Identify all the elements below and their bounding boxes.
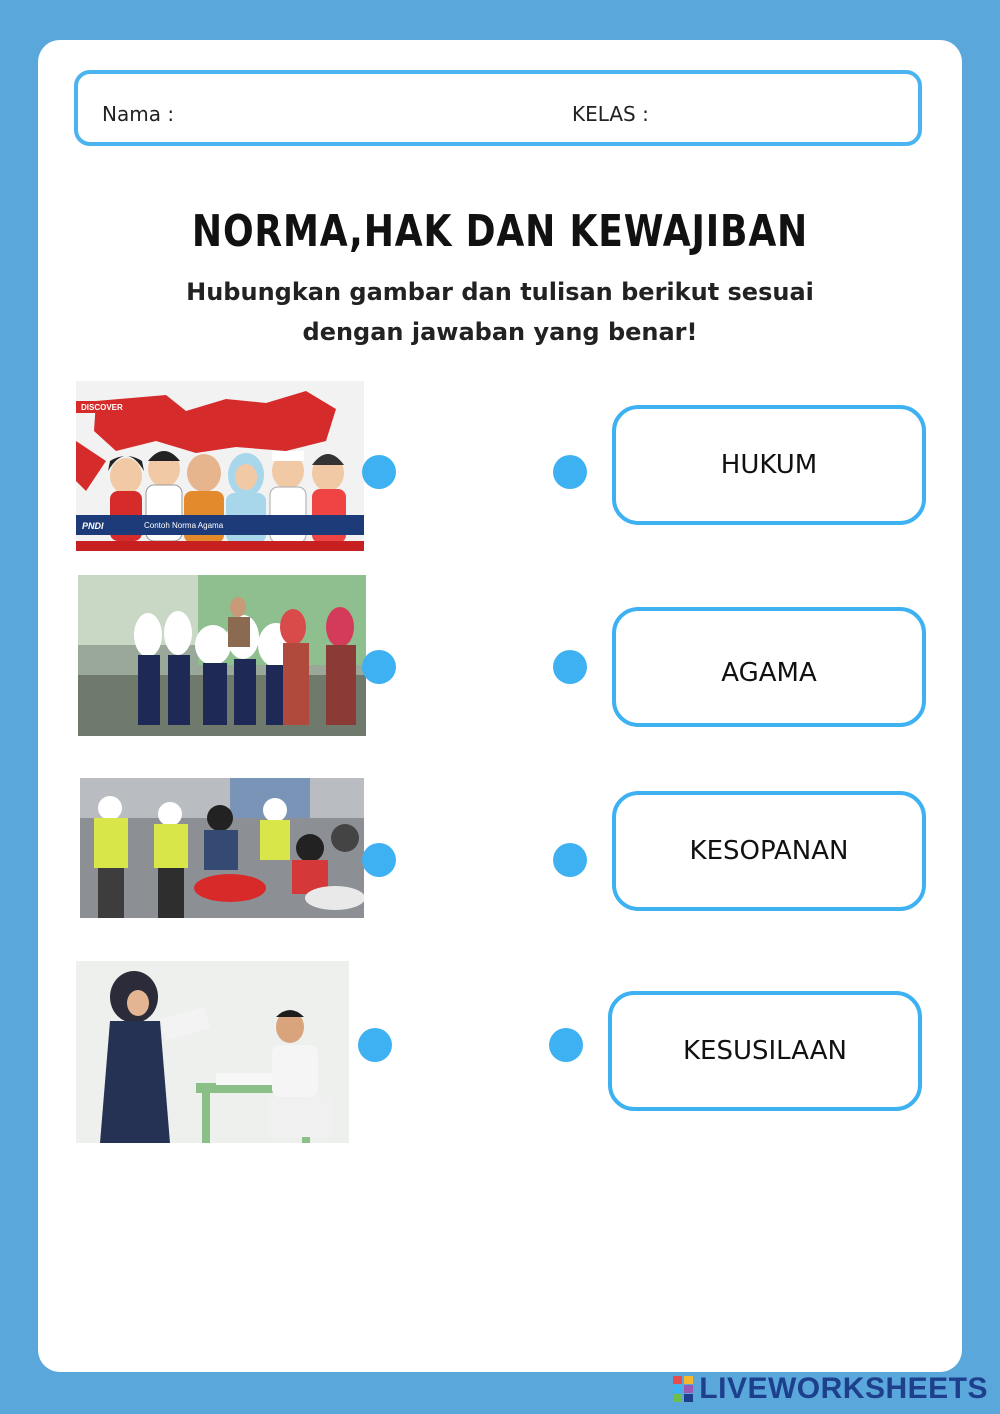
answer-box-agama[interactable] xyxy=(612,607,926,727)
banner-tag: DISCOVER xyxy=(81,403,123,412)
picture-1-connector-dot[interactable] xyxy=(362,455,396,489)
answer-label: AGAMA xyxy=(721,658,817,688)
instruction-line-2: dengan jawaban yang benar! xyxy=(302,318,698,346)
answer-1-connector-dot[interactable] xyxy=(553,455,587,489)
photo-caption: Contoh Norma Agama xyxy=(144,521,224,530)
page-title: NORMA,HAK DAN KEWAJIBAN xyxy=(191,206,809,257)
picture-students-greeting-teachers xyxy=(78,575,366,736)
channel-label: PNDI xyxy=(82,521,104,531)
answer-label: KESUSILAAN xyxy=(682,1036,847,1066)
answer-box-kesusilaan[interactable] xyxy=(608,991,922,1111)
picture-2-connector-dot[interactable] xyxy=(362,650,396,684)
picture-4-connector-dot[interactable] xyxy=(358,1028,392,1062)
class-label: KELAS : xyxy=(572,102,649,126)
name-label: Nama : xyxy=(102,102,175,126)
answer-box-hukum[interactable] xyxy=(612,405,926,525)
answer-3-connector-dot[interactable] xyxy=(553,843,587,877)
answer-box-kesopanan[interactable] xyxy=(612,791,926,911)
picture-3-connector-dot[interactable] xyxy=(362,843,396,877)
picture-religion-illustration xyxy=(76,381,364,551)
liveworksheets-logo xyxy=(673,1372,988,1406)
picture-teacher-student-classroom xyxy=(76,961,349,1143)
answer-label: HUKUM xyxy=(720,450,818,480)
brand-text: LIVEWORKSHEETS xyxy=(699,1372,988,1405)
liveworksheets-icon xyxy=(673,1376,695,1402)
answer-4-connector-dot[interactable] xyxy=(549,1028,583,1062)
answer-2-connector-dot[interactable] xyxy=(553,650,587,684)
student-info-box xyxy=(74,70,922,146)
answer-label: KESOPANAN xyxy=(689,836,849,866)
picture-police-traffic xyxy=(80,778,364,918)
instruction-line-1: Hubungkan gambar dan tulisan berikut sesuai xyxy=(186,278,814,306)
